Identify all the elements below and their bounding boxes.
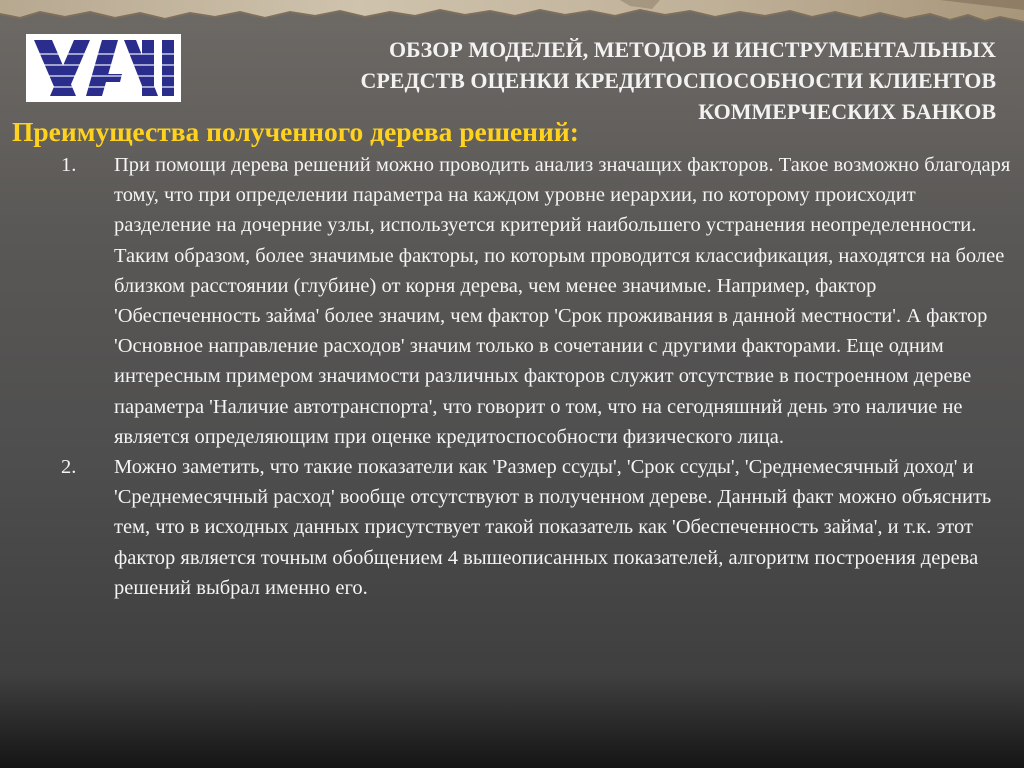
list-item-number: 2. [61,456,77,479]
list-item [0,150,1024,452]
slide-title-line: КОММЕРЧЕСКИХ БАНКОВ [698,99,996,124]
xai-logo-icon [26,34,181,102]
logo [26,34,181,102]
list-item-number: 1. [61,154,77,176]
section-heading: Преимущества полученного дерева решений: [12,116,579,147]
list-item-text: Можно заметить, что такие показатели как 'Размер ссуды', 'Срок ссуды', 'Среднемесячный доход' и 'Среднемесячный расход' вообще отсутствуют в полученном дереве. Данный факт можно объяснить тем, что в исходных данных присутствует такой показатель как 'Обеспеченность займа', и т.к. этот фактор является точным обобщением 4 вышеописанных показателей, алгоритм построения дерева решений выбрал именно его. [114,456,992,599]
list-item [0,452,1024,603]
list-item-text: При помощи дерева решений можно проводить анализ значащих факторов. Такое возможно благодаря тому, что при определении параметра на каждом уровне иерархии, по которому происходит разделение на дочерние узлы, используется критерий наибольшего устранения неопределенности. Таким образом, более значимые факторы, по которым проводится классификация, находятся на более близком расстоянии (глубине) от корня дерева, чем менее значимые. Например, фактор 'Обеспеченность займа' более значим, чем фактор 'Срок проживания в данной местности'. А фактор 'Основное направление расходов' значим только в сочетании с другими факторами. Еще одним интересным примером значимости различных факторов служит отсутствие в построенном дереве параметра 'Наличие автотранспорта', что говорит о том, что на сегодняшний день это наличие не является определяющим при оценке кредитоспособности физического лица. [114,154,1011,448]
slide-title-line: СРЕДСТВ ОЦЕНКИ КРЕДИТОСПОСОБНОСТИ КЛИЕНТОВ [360,68,996,93]
advantages-list [0,150,1024,603]
slide-title-line: ОБЗОР МОДЕЛЕЙ, МЕТОДОВ И ИНСТРУМЕНТАЛЬНЫХ [388,37,996,62]
